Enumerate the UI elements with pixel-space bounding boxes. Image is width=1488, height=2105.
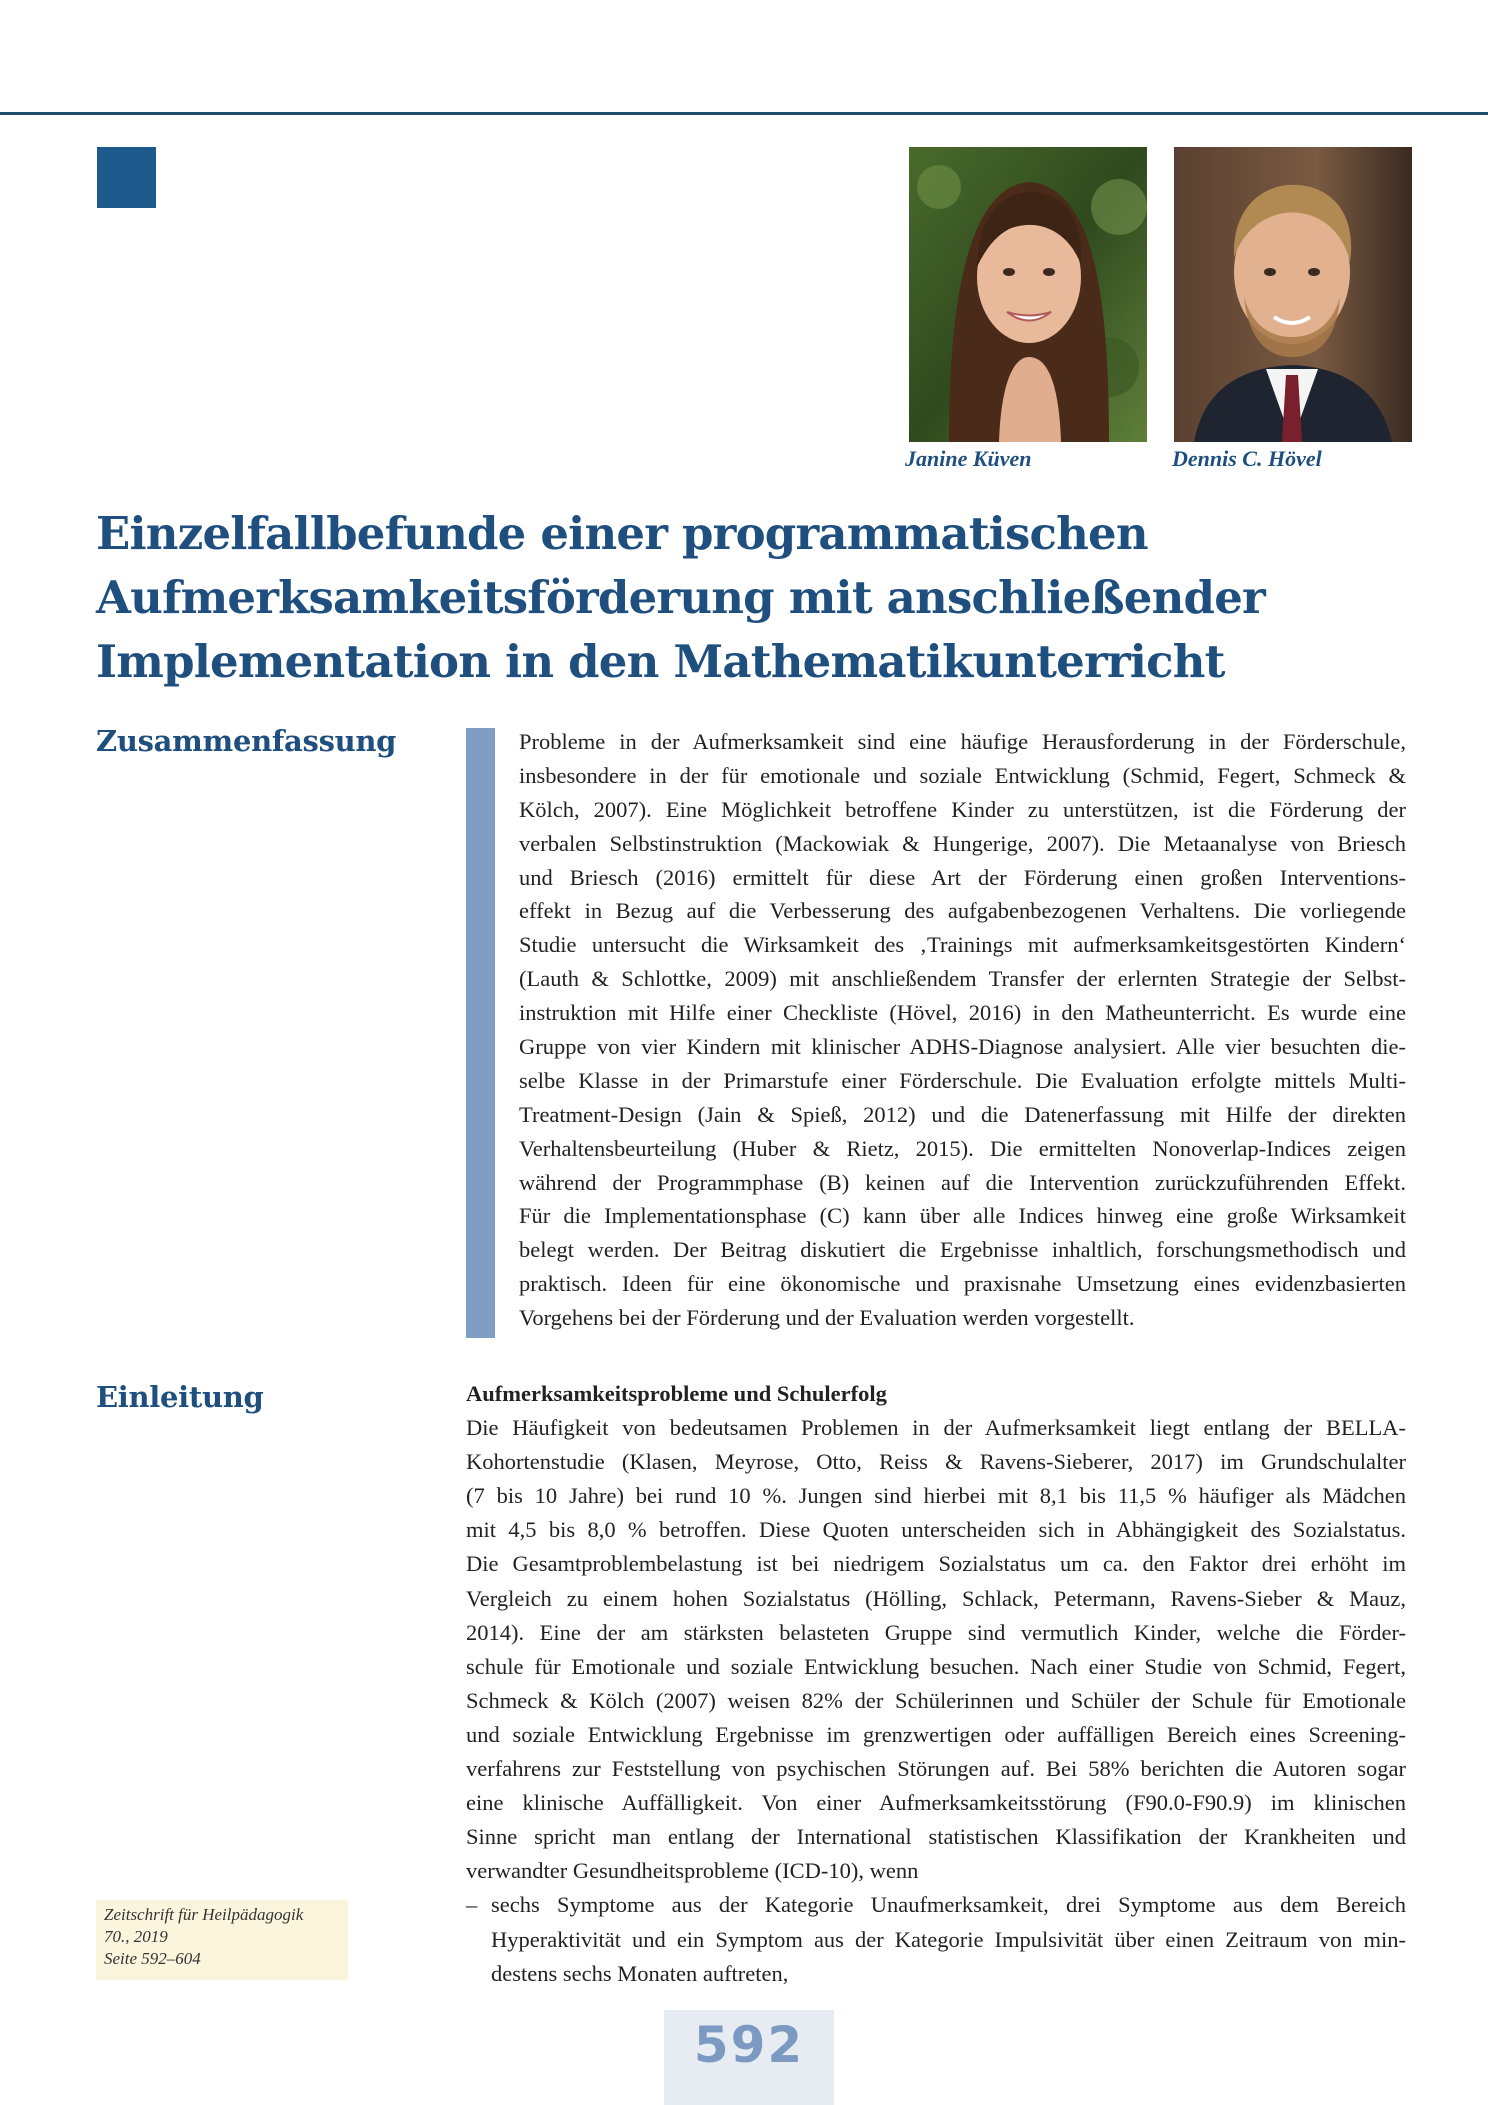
body-line: eine klinische Auffälligkeit. Von einer Aufmerksamkeitsstörung (F90.0-F90.9) im klinischen: [466, 1790, 1406, 1816]
intro-subheading: Aufmerksamkeitsprobleme und Schulerfolg: [466, 1381, 887, 1406]
bullet-line: destens sechs Monaten auftreten,: [491, 1960, 789, 1986]
abstract-line: Treatment-Design (Jain & Spieß, 2012) und die Datenerfassung mit Hilfe der direkten: [519, 1101, 1406, 1127]
body-line: Kohortenstudie (Klasen, Meyrose, Otto, Reiss & Ravens-Sieberer, 2017) im Grundschulalter: [466, 1449, 1406, 1475]
title-line: Aufmerksamkeitsförderung mit anschließender: [96, 571, 1265, 624]
body-line: verwandter Gesundheitsprobleme (ICD-10), wenn: [466, 1858, 919, 1884]
body-line: (7 bis 10 Jahre) bei rund 10 %. Jungen sind hierbei mit 8,1 bis 11,5 % häufiger als Mädchen: [466, 1483, 1406, 1509]
body-line: mit 4,5 bis 8,0 % betroffen. Diese Quoten unterscheiden sich in Abhängigkeit des Sozialstatus.: [466, 1517, 1406, 1543]
author-caption-hoevel: Dennis C. Hövel: [1172, 446, 1322, 471]
abstract-line: belegt werden. Der Beitrag diskutiert die Ergebnisse inhaltlich, forschungsmethodisch und: [519, 1237, 1406, 1263]
body-line: Die Häufigkeit von bedeutsamen Problemen in der Aufmerksamkeit liegt entlang der BELLA-: [466, 1415, 1406, 1441]
bullet-line: sechs Symptome aus der Kategorie Unaufmerksamkeit, drei Symptome aus dem Bereich: [491, 1892, 1406, 1918]
article-title: [96, 502, 1396, 694]
abstract-line: Studie untersucht die Wirksamkeit des ‚Trainings mit aufmerksamkeitsgestörten Kindern‘: [519, 932, 1406, 958]
abstract-line: Kölch, 2007). Eine Möglichkeit betroffene Kinder zu unterstützen, ist die Förderung der: [519, 796, 1406, 822]
body-line: und soziale Entwicklung Ergebnisse im grenzwertigen oder auffälligen Bereich eines Screening-: [466, 1721, 1406, 1747]
journal-name: Zeitschrift für Heilpädagogik: [104, 1905, 304, 1924]
abstract-line: Verhaltensbeurteilung (Huber & Rietz, 2015). Die ermittelten Nonoverlap-Indices zeigen: [519, 1135, 1406, 1161]
journal-volume: 70., 2019: [104, 1927, 168, 1946]
abstract-line: verbalen Selbstinstruktion (Mackowiak & Hungerige, 2007). Die Metaanalyse von Briesch: [519, 830, 1406, 856]
body-line: Vergleich zu einem hohen Sozialstatus (Hölling, Schlack, Petermann, Ravens-Sieber & Mauz,: [466, 1585, 1406, 1611]
section-label-summary: Zusammenfassung: [96, 724, 397, 758]
bullet-item: [466, 1888, 1406, 1990]
abstract-line: effekt in Bezug auf die Verbesserung des aufgabenbezogenen Verhaltens. Die vorliegende: [519, 898, 1406, 924]
accent-square: [97, 147, 156, 208]
abstract-line: während der Programmphase (B) keinen auf die Intervention zurückzuführenden Effekt.: [519, 1169, 1406, 1195]
abstract-bar: [466, 728, 495, 1338]
abstract-line: selbe Klasse in der Primarstufe einer Förderschule. Die Evaluation erfolgte mittels Multi-: [519, 1067, 1406, 1093]
title-line: Einzelfallbefunde einer programmatischen: [96, 507, 1148, 560]
abstract-line: (Lauth & Schlottke, 2009) mit anschließendem Transfer der erlernten Strategie der Selbst-: [519, 966, 1406, 992]
abstract-line: praktisch. Ideen für eine ökonomische und praxisnahe Umsetzung eines evidenzbasierten: [519, 1271, 1406, 1297]
abstract-text: [519, 725, 1406, 1335]
title-line: Implementation in den Mathematikunterricht: [96, 635, 1225, 688]
page-number-box: [664, 2010, 834, 2105]
bullet-dash: –: [466, 1892, 478, 1918]
abstract-line: Probleme in der Aufmerksamkeit sind eine häufige Herausforderung in der Förderschule,: [519, 729, 1406, 754]
body-line: Sinne spricht man entlang der International statistischen Klassifikation der Krankheiten und: [466, 1824, 1406, 1850]
abstract-line: Gruppe von vier Kindern mit klinischer ADHS-Diagnose analysiert. Alle vier besuchten die-: [519, 1034, 1406, 1060]
page-number: 592: [693, 2016, 805, 2074]
section-label-intro: Einleitung: [96, 1380, 264, 1414]
body-line: 2014). Eine der am stärksten belasteten Gruppe sind vermutlich Kinder, welche die Förder-: [466, 1619, 1406, 1645]
body-line: schule für Emotionale und soziale Entwicklung besuchen. Nach einer Studie von Schmid, Fegert,: [466, 1653, 1406, 1679]
abstract-line: und Briesch (2016) ermittelt für diese Art der Förderung einen großen Interventions-: [519, 864, 1406, 890]
top-rule: [0, 112, 1488, 115]
author-caption-kueven: Janine Küven: [905, 446, 1032, 471]
abstract-line: Vorgehens bei der Förderung und der Evaluation werden vorgestellt.: [519, 1305, 1135, 1331]
abstract-line: insbesondere in der für emotionale und soziale Entwicklung (Schmid, Fegert, Schmeck &: [519, 762, 1406, 788]
author-photo-hoevel: [1174, 147, 1412, 442]
abstract-line: Für die Implementationsphase (C) kann über alle Indices hinweg eine große Wirksamkeit: [519, 1203, 1406, 1229]
body-line: Schmeck & Kölch (2007) weisen 82% der Schülerinnen und Schüler der Schule für Emotionale: [466, 1687, 1406, 1713]
journal-info: [96, 1900, 348, 1980]
bullet-line: Hyperaktivität und ein Symptom aus der Kategorie Impulsivität über einen Zeitraum von min-: [491, 1926, 1406, 1952]
body-line: Die Gesamtproblembelastung ist bei niedrigem Sozialstatus um ca. den Faktor drei erhöht im: [466, 1551, 1406, 1577]
author-photo-kueven: [909, 147, 1147, 442]
abstract-line: instruktion mit Hilfe einer Checkliste (Hövel, 2016) in den Matheunterricht. Es wurde eine: [519, 1000, 1406, 1026]
journal-pages: Seite 592–604: [104, 1949, 201, 1968]
intro-body: [466, 1377, 1406, 1991]
body-line: verfahrens zur Feststellung von psychischen Störungen auf. Bei 58% berichten die Autoren sogar: [466, 1756, 1406, 1782]
